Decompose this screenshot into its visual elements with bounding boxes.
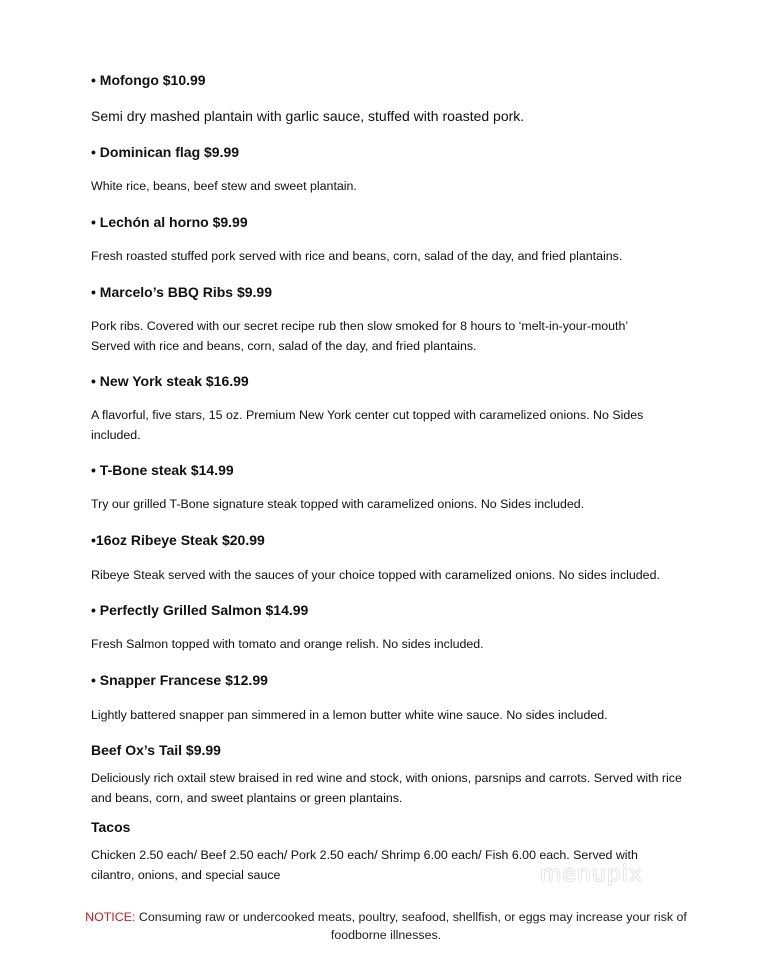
notice-text: Consuming raw or undercooked meats, poultry, seafood, shellfish, or eggs may increase your risk of foodborne illnesses. [135, 910, 687, 943]
menu-item-description: Fresh roasted stuffed pork served with rice and beans, corn, salad of the day, and fried plantains. [91, 249, 623, 263]
menu-item-title: • Dominican flag $9.99 [91, 144, 240, 160]
menu-item-description: Try our grilled T-Bone signature steak topped with caramelized onions. No Sides included. [91, 497, 585, 511]
menu-item-description: White rice, beans, beef stew and sweet plantain. [91, 179, 357, 193]
menu-item-title: • Perfectly Grilled Salmon $14.99 [91, 602, 309, 618]
menu-item-description: Semi dry mashed plantain with garlic sauce, stuffed with roasted pork. [91, 108, 525, 124]
menu-item-title: • Mofongo $10.99 [91, 72, 206, 88]
menu-item-description: A flavorful, five stars, 15 oz. Premium New York center cut topped with caramelized onions. No Sides included. [91, 408, 644, 442]
menu-item-description: Lightly battered snapper pan simmered in a lemon butter white wine sauce. No sides included. [91, 708, 608, 722]
menu-item-title: • Marcelo’s BBQ Ribs $9.99 [91, 284, 273, 300]
menu-item-title: Tacos [91, 819, 131, 835]
menu-item-title: • New York steak $16.99 [91, 373, 249, 389]
watermark: menupix [540, 862, 643, 887]
menu-item-title: • Lechón al horno $9.99 [91, 214, 248, 230]
menu-item-description: Fresh Salmon topped with tomato and orange relish. No sides included. [91, 637, 484, 651]
food-safety-notice [60, 908, 712, 944]
menu-item-description: Ribeye Steak served with the sauces of your choice topped with caramelized onions. No sides included. [91, 568, 660, 582]
menu-item-title: •16oz Ribeye Steak $20.99 [91, 532, 265, 548]
menu-item-title: Beef Ox’s Tail $9.99 [91, 742, 221, 758]
menu-item-description: Chicken 2.50 each/ Beef 2.50 each/ Pork 2.50 each/ Shrimp 6.00 each/ Fish 6.00 each. Served with cilantro, onions, and special sauce [91, 848, 638, 882]
notice-label: NOTICE: [85, 910, 136, 925]
menu-item-title: • T-Bone steak $14.99 [91, 462, 234, 478]
menu-item-description: Pork ribs. Covered with our secret recipe rub then slow smoked for 8 hours to ‘melt-in-your-mouth’ Served with rice and beans, corn, salad of the day, and fried plantains. [91, 319, 628, 353]
menu-item-description: Deliciously rich oxtail stew braised in red wine and stock, with onions, parsnips and carrots. Served with rice and beans, corn, and sweet plantains or green plantains. [91, 771, 682, 805]
menu-item-title: • Snapper Francese $12.99 [91, 672, 268, 688]
